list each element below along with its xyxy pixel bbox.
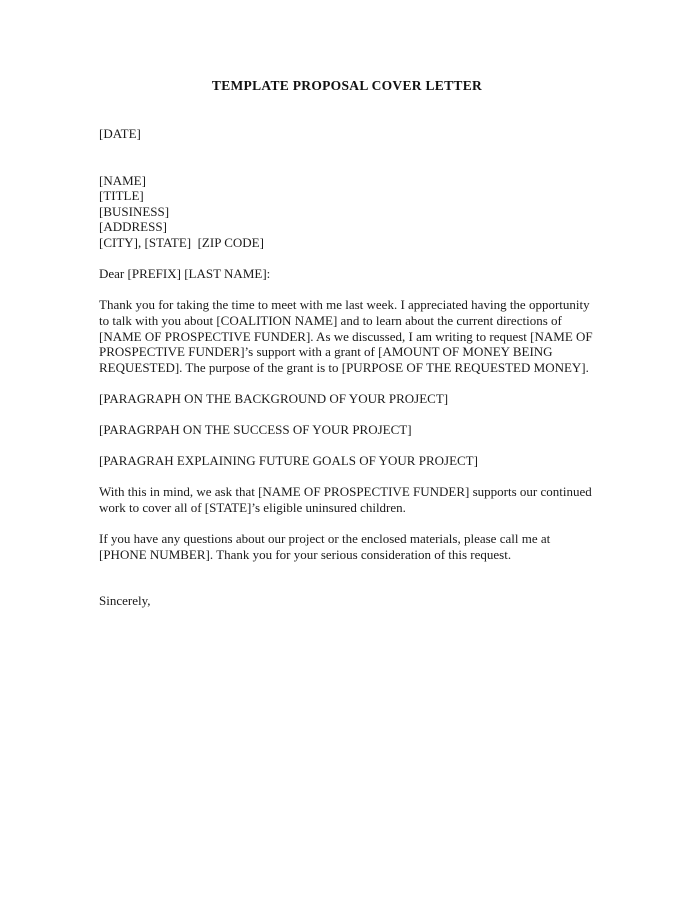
body-paragraph-1: Thank you for taking the time to meet with me last week. I appreciated having the opportunity to talk with you about [COALITION NAME] and to learn about the current directions of [NAME OF PROSPECTIVE FUNDER]. As we discussed, I am writing to request [NAME OF PROSPECTIVE FUNDER]’s support with a grant of [AMOUNT OF MONEY BEING REQUESTED]. The purpose of the grant is to [PURPOSE OF THE REQUESTED MONEY]. (99, 297, 593, 375)
recipient-business: [BUSINESS] (99, 203, 170, 219)
paragraph-gap-1 (99, 375, 595, 391)
page-title: TEMPLATE PROPOSAL COVER LETTER (211, 78, 483, 93)
body-paragraph-6: If you have any questions about our project or the enclosed materials, please call me at [PHONE NUMBER]. Thank you for your serious consideration of this request. (99, 531, 551, 562)
body-paragraph-4: [PARAGRAH EXPLAINING FUTURE GOALS OF YOUR PROJECT] (99, 453, 478, 469)
paragraph-gap-4 (99, 469, 595, 485)
body-paragraph-3: [PARAGRPAH ON THE SUCCESS OF YOUR PROJECT] (99, 422, 412, 438)
recipient-address-block (99, 173, 595, 251)
date-address-gap (99, 142, 595, 173)
title-spacer (99, 94, 595, 126)
recipient-name: [NAME] (99, 172, 146, 188)
address-salutation-gap (99, 251, 595, 267)
date-line: [DATE] (99, 126, 141, 141)
letter-body (99, 78, 595, 609)
body-paragraph-2: [PARAGRAPH ON THE BACKGROUND OF YOUR PROJECT] (99, 390, 449, 406)
recipient-city-state-zip: [CITY], [STATE] [ZIP CODE] (99, 234, 264, 250)
recipient-title: [TITLE] (99, 188, 144, 204)
salutation-body-gap (99, 282, 595, 298)
body-paragraph-5: With this in mind, we ask that [NAME OF PROSPECTIVE FUNDER] supports our continued work to cover all of [STATE]’s eligible uninsured children. (99, 484, 592, 516)
recipient-address: [ADDRESS] (99, 219, 167, 235)
paragraph-gap-5 (99, 516, 595, 532)
salutation: Dear [PREFIX] [LAST NAME]: (99, 266, 271, 282)
paragraph-gap-2 (99, 407, 595, 423)
closing-gap (99, 562, 595, 593)
paragraph-gap-3 (99, 438, 595, 454)
closing-signature: Sincerely, (99, 593, 151, 609)
